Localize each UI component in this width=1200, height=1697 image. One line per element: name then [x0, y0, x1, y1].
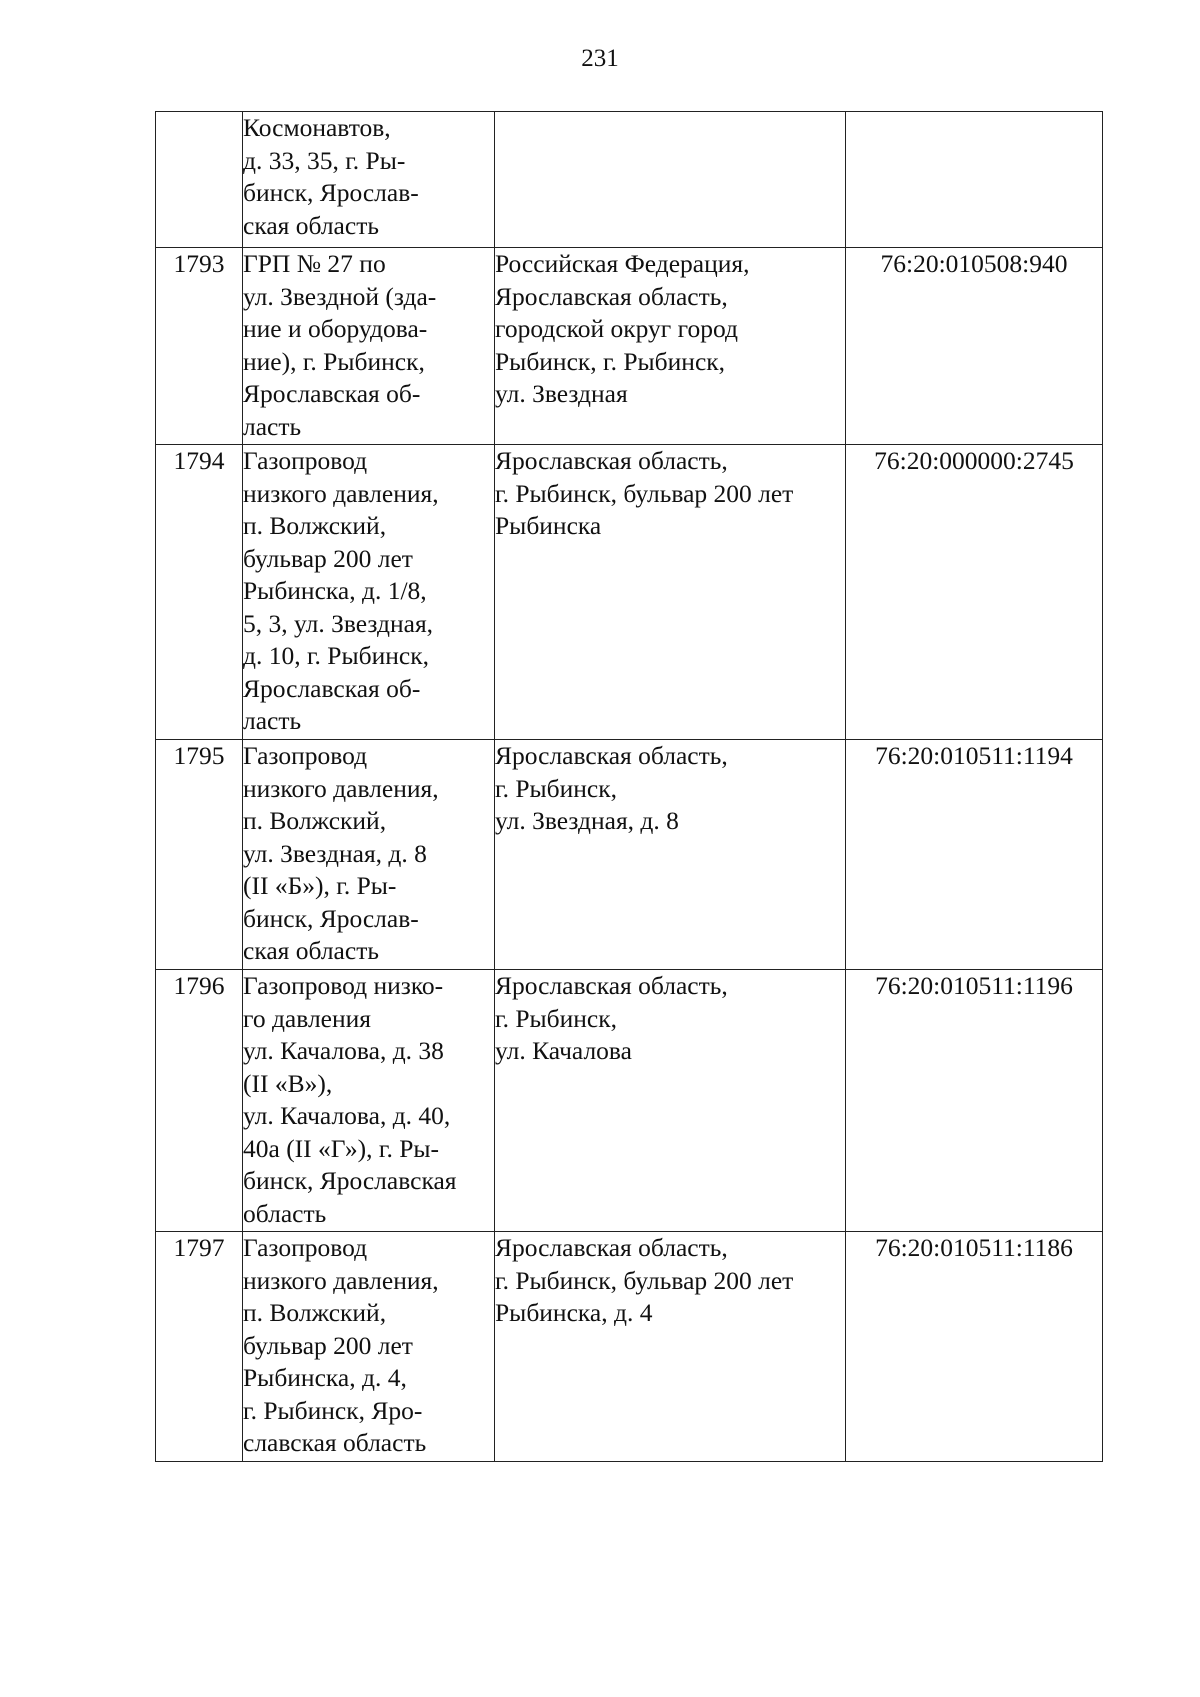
object-name: Газопровод низкого давления, п. Волжский, бульвар 200 лет Рыбинска, д. 4, г. Рыбинск, Яро- славская область — [243, 1232, 495, 1462]
object-name: Космонавтов, д. 33, 35, г. Ры- бинск, Ярослав- ская область — [243, 112, 495, 248]
row-number: 1794 — [156, 445, 243, 740]
object-name: Газопровод низкого давления, п. Волжский, ул. Звездная, д. 8 (II «Б»), г. Ры- бинск, Ярослав- ская область — [243, 740, 495, 970]
cadastral-number: 76:20:010511:1194 — [846, 740, 1103, 970]
object-name: Газопровод низко- го давления ул. Качалова, д. 38 (II «В»), ул. Качалова, д. 40, 40а (II «Г»), г. Ры- бинск, Ярославская область — [243, 970, 495, 1232]
table-row — [156, 248, 1103, 445]
table-row — [156, 740, 1103, 970]
object-address: Российская Федерация, Ярославская область, городской округ город Рыбинск, г. Рыбинск, ул. Звездная — [495, 248, 846, 445]
table-row — [156, 970, 1103, 1232]
page-number: 231 — [581, 45, 619, 72]
object-address: Ярославская область, г. Рыбинск, бульвар 200 лет Рыбинска — [495, 445, 846, 740]
row-number: 1797 — [156, 1232, 243, 1462]
cadastral-number: 76:20:010508:940 — [846, 248, 1103, 445]
row-number: 1796 — [156, 970, 243, 1232]
object-name: ГРП № 27 по ул. Звездной (зда- ние и оборудова- ние), г. Рыбинск, Ярославская об- ласть — [243, 248, 495, 445]
row-number: 1793 — [156, 248, 243, 445]
cadastral-number: 76:20:010511:1196 — [846, 970, 1103, 1232]
object-address: Ярославская область, г. Рыбинск, бульвар 200 лет Рыбинска, д. 4 — [495, 1232, 846, 1462]
object-name: Газопровод низкого давления, п. Волжский, бульвар 200 лет Рыбинска, д. 1/8, 5, 3, ул. Звездная, д. 10, г. Рыбинск, Ярославская об- ласть — [243, 445, 495, 740]
row-number — [156, 112, 243, 248]
object-address — [495, 112, 846, 248]
cadastral-number — [846, 112, 1103, 248]
object-address: Ярославская область, г. Рыбинск, ул. Звездная, д. 8 — [495, 740, 846, 970]
table-row — [156, 112, 1103, 248]
table-row — [156, 1232, 1103, 1462]
row-number: 1795 — [156, 740, 243, 970]
registry-table — [155, 111, 1103, 1462]
cadastral-number: 76:20:000000:2745 — [846, 445, 1103, 740]
table-row — [156, 445, 1103, 740]
cadastral-number: 76:20:010511:1186 — [846, 1232, 1103, 1462]
object-address: Ярославская область, г. Рыбинск, ул. Качалова — [495, 970, 846, 1232]
